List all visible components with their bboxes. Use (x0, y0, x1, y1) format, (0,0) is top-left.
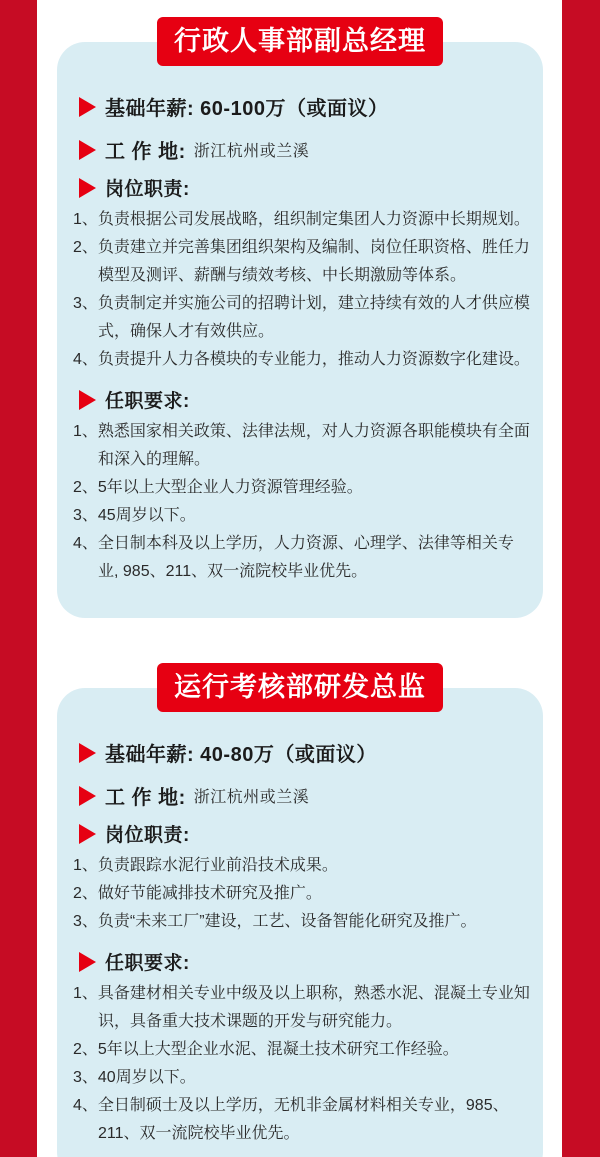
salary-row (79, 92, 531, 121)
duties-list (73, 852, 531, 936)
requirements-header: 任职要求: (105, 953, 190, 974)
requirements-header-row (79, 948, 531, 975)
bullet-triangle-icon (79, 97, 96, 117)
location-row (79, 781, 531, 810)
job-section-admin-hr-deputy-gm (57, 0, 543, 618)
list-item: 1、负责根据公司发展战略，组织制定集团人力资源中长期规划。 (73, 211, 530, 228)
job-card (57, 688, 543, 1157)
salary-row (79, 738, 531, 767)
requirements-list (73, 418, 531, 586)
duties-header-row (79, 820, 531, 847)
duties-list (73, 206, 531, 374)
salary-value: 40-80万（或面议） (200, 744, 377, 766)
location-value: 浙江杭州或兰溪 (193, 789, 310, 806)
list-item: 3、负责制定并实施公司的招聘计划，建立持续有效的人才供应模式，确保人才有效供应。 (73, 295, 530, 340)
bullet-triangle-icon (79, 140, 96, 160)
bullet-triangle-icon (79, 824, 96, 844)
location-row (79, 135, 531, 164)
list-item: 3、负责“未来工厂”建设，工艺、设备智能化研究及推广。 (73, 913, 477, 930)
requirements-list (73, 980, 531, 1148)
bullet-triangle-icon (79, 786, 96, 806)
bullet-triangle-icon (79, 743, 96, 763)
left-red-band (0, 0, 37, 1157)
requirements-header: 任职要求: (105, 391, 190, 412)
bullet-triangle-icon (79, 952, 96, 972)
list-item: 1、负责跟踪水泥行业前沿技术成果。 (73, 857, 338, 874)
requirements-header-row (79, 386, 531, 413)
duties-header-row (79, 174, 531, 201)
job-section-operations-rd-director (57, 618, 543, 1157)
job-title: 行政人事部副总经理 (174, 26, 426, 56)
salary-value: 60-100万（或面议） (200, 98, 389, 120)
location-label: 工 作 地: (105, 787, 186, 809)
list-item: 4、全日制硕士及以上学历，无机非金属材料相关专业，985、211、双一流院校毕业优先。 (73, 1097, 509, 1142)
right-red-band (562, 0, 600, 1157)
job-title-banner (157, 17, 443, 66)
duties-header: 岗位职责: (105, 825, 190, 846)
list-item: 1、具备建材相关专业中级及以上职称，熟悉水泥、混凝土专业知识，具备重大技术课题的开发与研究能力。 (73, 985, 530, 1030)
list-item: 1、熟悉国家相关政策、法律法规，对人力资源各职能模块有全面和深入的理解。 (73, 423, 530, 468)
bullet-triangle-icon (79, 178, 96, 198)
list-item: 2、负责建立并完善集团组织架构及编制、岗位任职资格、胜任力模型及测评、薪酬与绩效考核、中长期激励等体系。 (73, 239, 530, 284)
bullet-triangle-icon (79, 390, 96, 410)
location-value: 浙江杭州或兰溪 (193, 143, 310, 160)
salary-label: 基础年薪: (105, 744, 195, 766)
salary-label: 基础年薪: (105, 98, 195, 120)
list-item: 3、45周岁以下。 (73, 507, 196, 524)
list-item: 2、做好节能减排技术研究及推广。 (73, 885, 322, 902)
duties-header: 岗位职责: (105, 179, 190, 200)
list-item: 4、全日制本科及以上学历，人力资源、心理学、法律等相关专业, 985、211、双一流院校毕业优先。 (73, 535, 514, 580)
job-title-banner (157, 663, 443, 712)
list-item: 2、5年以上大型企业水泥、混凝土技术研究工作经验。 (73, 1041, 459, 1058)
list-item: 4、负责提升人力各模块的专业能力，推动人力资源数字化建设。 (73, 351, 530, 368)
list-item: 3、40周岁以下。 (73, 1069, 196, 1086)
location-label: 工 作 地: (105, 141, 186, 163)
poster-content (57, 0, 543, 1157)
job-card (57, 42, 543, 618)
job-title: 运行考核部研发总监 (174, 672, 426, 702)
list-item: 2、5年以上大型企业人力资源管理经验。 (73, 479, 363, 496)
